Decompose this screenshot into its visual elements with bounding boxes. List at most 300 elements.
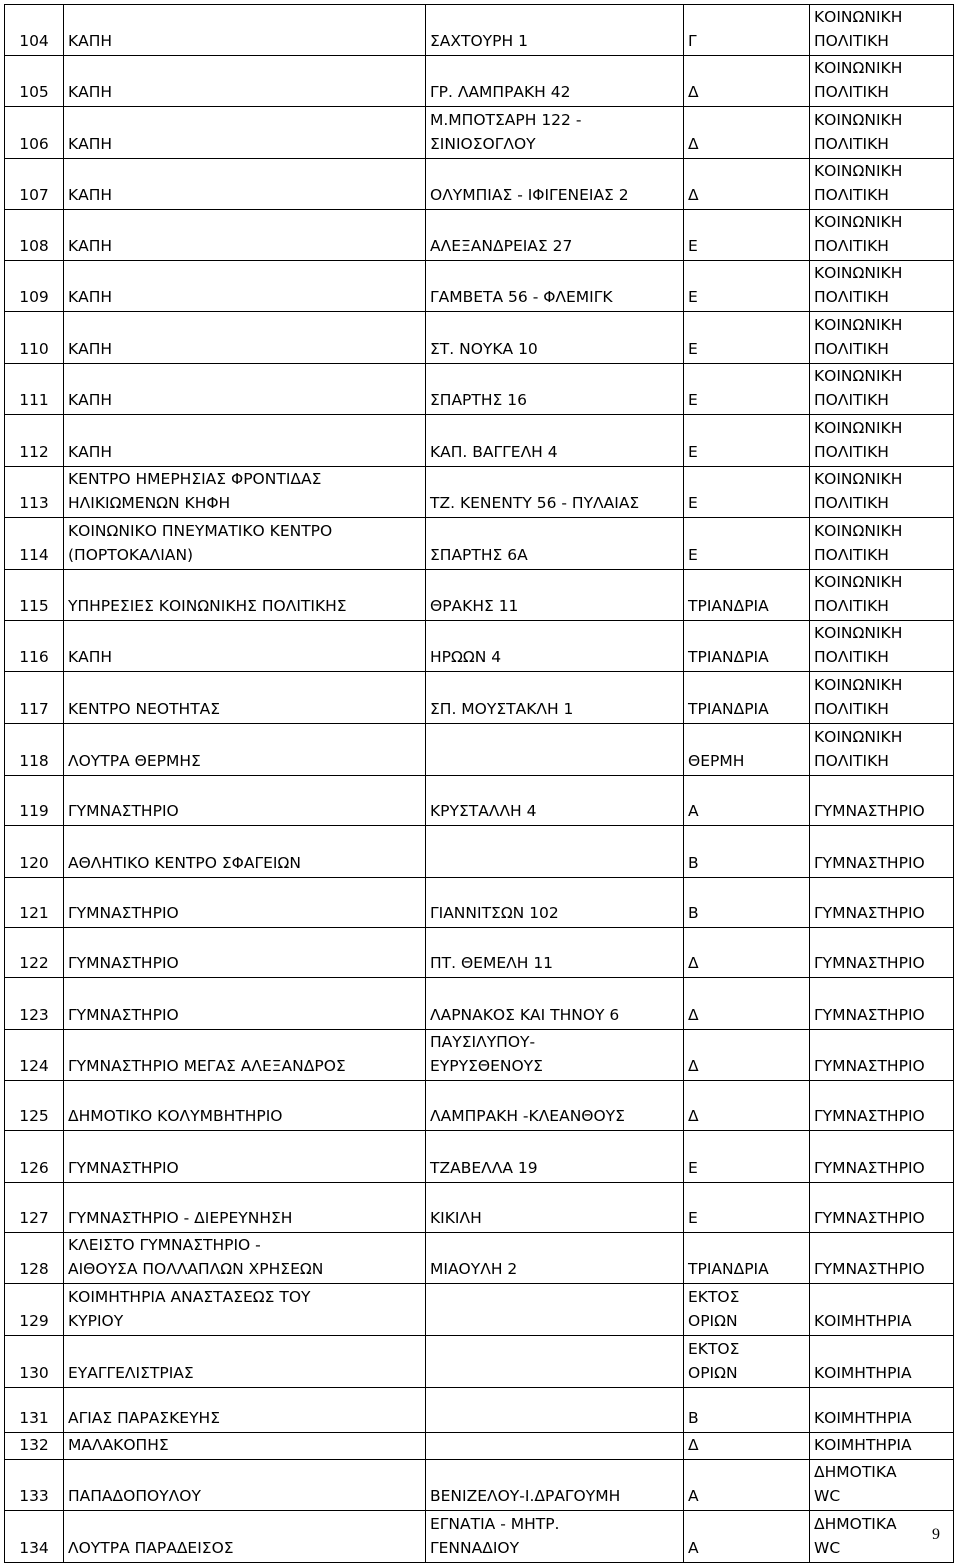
table-row (5, 724, 954, 776)
cell-name-line: ΚΑΠΗ (68, 135, 113, 153)
table-row (5, 672, 954, 724)
cell-category (810, 312, 954, 364)
cell-category-line: ΚΟΙΜΗΤΗΡΙΑ (814, 1409, 912, 1427)
cell-category (810, 1460, 954, 1511)
table-row (5, 1233, 954, 1284)
cell-address-line: ΚΡΥΣΤΑΛΛΗ 4 (430, 802, 537, 820)
cell-name (64, 415, 426, 467)
cell-category-line: ΠΟΛΙΤΙΚΗ (814, 546, 889, 564)
cell-number: 121 (5, 878, 64, 928)
cell-address (426, 312, 684, 364)
cell-name-line: ΚΑΠΗ (68, 443, 113, 461)
cell-category-line: ΔΗΜΟΤΙΚΑ (814, 1463, 897, 1481)
table-row (5, 467, 954, 518)
cell-address (426, 467, 684, 518)
cell-number: 131 (5, 1388, 64, 1433)
cell-name-line: ΚΥΡΙΟΥ (68, 1312, 124, 1330)
cell-number: 105 (5, 56, 64, 107)
cell-name (64, 878, 426, 928)
cell-category-line: ΠΟΛΙΤΙΚΗ (814, 237, 889, 255)
cell-category (810, 261, 954, 312)
cell-category-line: ΠΟΛΙΤΙΚΗ (814, 135, 889, 153)
cell-address-line: ΕΓΝΑΤΙΑ - ΜΗΤΡ. (430, 1515, 560, 1533)
cell-district-line: Δ (688, 1107, 699, 1125)
cell-name-line: ΚΑΠΗ (68, 186, 113, 204)
cell-district (684, 5, 810, 56)
cell-name-line: ΓΥΜΝΑΣΤΗΡΙΟ (68, 904, 179, 922)
cell-number: 120 (5, 826, 64, 878)
cell-category (810, 1183, 954, 1233)
cell-address-line: ΒΕΝΙΖΕΛΟΥ-Ι.ΔΡΑΓΟΥΜΗ (430, 1487, 621, 1505)
cell-category-line: ΠΟΛΙΤΙΚΗ (814, 443, 889, 461)
cell-name-line: ΓΥΜΝΑΣΤΗΡΙΟ (68, 802, 179, 820)
table-row (5, 5, 954, 56)
cell-district-line: Α (688, 802, 699, 820)
cell-name (64, 312, 426, 364)
table-row (5, 928, 954, 978)
cell-number: 125 (5, 1081, 64, 1131)
cell-district (684, 159, 810, 210)
cell-category (810, 621, 954, 672)
cell-name (64, 1460, 426, 1511)
cell-category-line: ΓΥΜΝΑΣΤΗΡΙΟ (814, 904, 925, 922)
cell-category-line: ΓΥΜΝΑΣΤΗΡΙΟ (814, 802, 925, 820)
cell-name (64, 1511, 426, 1563)
cell-category-line: ΠΟΛΙΤΙΚΗ (814, 597, 889, 615)
cell-number: 107 (5, 159, 64, 210)
cell-category-line: ΚΟΙΜΗΤΗΡΙΑ (814, 1364, 912, 1382)
table-row (5, 621, 954, 672)
cell-category-line: ΚΟΙΝΩΝΙΚΗ (814, 573, 903, 591)
table-row (5, 1183, 954, 1233)
cell-name-line: ΚΕΝΤΡΟ ΗΜΕΡΗΣΙΑΣ ΦΡΟΝΤΙΔΑΣ (68, 470, 322, 488)
cell-address (426, 776, 684, 826)
cell-address-line: ΣΑΧΤΟΥΡΗ 1 (430, 32, 528, 50)
cell-number: 127 (5, 1183, 64, 1233)
cell-category-line: ΓΥΜΝΑΣΤΗΡΙΟ (814, 954, 925, 972)
cell-category (810, 1233, 954, 1284)
cell-category-line: ΓΥΜΝΑΣΤΗΡΙΟ (814, 854, 925, 872)
cell-category-line: ΚΟΙΝΩΝΙΚΗ (814, 728, 903, 746)
cell-category-line: ΠΟΛΙΤΙΚΗ (814, 700, 889, 718)
cell-name (64, 364, 426, 415)
cell-name (64, 570, 426, 621)
cell-district-line: Ε (688, 546, 698, 564)
cell-address (426, 1433, 684, 1460)
cell-district-line: Ε (688, 1209, 698, 1227)
cell-name (64, 978, 426, 1030)
cell-name-line: ΓΥΜΝΑΣΤΗΡΙΟ - ΔΙΕΡΕΥΝΗΣΗ (68, 1209, 293, 1227)
page-number: 9 (932, 1526, 940, 1543)
cell-name (64, 1336, 426, 1388)
cell-district-line: Δ (688, 1057, 699, 1075)
cell-number: 119 (5, 776, 64, 826)
cell-name (64, 826, 426, 878)
cell-address (426, 928, 684, 978)
cell-category (810, 1081, 954, 1131)
cell-address-line: ΓΕΝΝΑΔΙΟΥ (430, 1539, 520, 1557)
facilities-table (4, 4, 954, 1563)
cell-address-line: ΣΠΑΡΤΗΣ 16 (430, 391, 527, 409)
cell-name (64, 467, 426, 518)
cell-name (64, 928, 426, 978)
cell-address-line: ΠΤ. ΘΕΜΕΛΗ 11 (430, 954, 554, 972)
cell-district (684, 1336, 810, 1388)
cell-number: 126 (5, 1131, 64, 1183)
cell-category-line: ΠΟΛΙΤΙΚΗ (814, 288, 889, 306)
cell-category-line: ΔΗΜΟΤΙΚΑ (814, 1515, 897, 1533)
table-row (5, 1460, 954, 1511)
cell-name (64, 776, 426, 826)
cell-district (684, 928, 810, 978)
cell-name (64, 1030, 426, 1081)
cell-category (810, 1030, 954, 1081)
cell-district-line: Δ (688, 1006, 699, 1024)
cell-address (426, 56, 684, 107)
cell-address (426, 1030, 684, 1081)
cell-address (426, 978, 684, 1030)
cell-category (810, 1336, 954, 1388)
cell-name-line: ΛΟΥΤΡΑ ΘΕΡΜΗΣ (68, 752, 201, 770)
cell-district-line: Ε (688, 494, 698, 512)
cell-address-line: ΑΛΕΞΑΝΔΡΕΙΑΣ 27 (430, 237, 573, 255)
cell-district (684, 1388, 810, 1433)
cell-address-line: ΛΑΜΠΡΑΚΗ -ΚΛΕΑΝΘΟΥΣ (430, 1107, 625, 1125)
cell-category-line: ΚΟΙΝΩΝΙΚΗ (814, 316, 903, 334)
table-row (5, 415, 954, 467)
cell-district-line: Α (688, 1487, 699, 1505)
table-row (5, 261, 954, 312)
cell-number: 124 (5, 1030, 64, 1081)
cell-number: 130 (5, 1336, 64, 1388)
cell-category-line: ΠΟΛΙΤΙΚΗ (814, 32, 889, 50)
cell-district-line: Δ (688, 954, 699, 972)
cell-address-line: Μ.ΜΠΟΤΣΑΡΗ 122 - (430, 111, 582, 129)
cell-category (810, 107, 954, 159)
cell-name (64, 621, 426, 672)
cell-category-line: ΓΥΜΝΑΣΤΗΡΙΟ (814, 1057, 925, 1075)
cell-name (64, 1131, 426, 1183)
cell-category-line: ΚΟΙΝΩΝΙΚΗ (814, 264, 903, 282)
table-row (5, 1284, 954, 1336)
table-row (5, 878, 954, 928)
cell-category-line: ΠΟΛΙΤΙΚΗ (814, 494, 889, 512)
cell-name (64, 1183, 426, 1233)
cell-address-line: ΗΡΩΩΝ 4 (430, 648, 502, 666)
cell-address-line: ΠΑΥΣΙΛΥΠΟΥ- (430, 1033, 536, 1051)
table-row (5, 776, 954, 826)
cell-name (64, 56, 426, 107)
cell-district-line: ΕΚΤΟΣ (688, 1340, 740, 1358)
cell-name (64, 261, 426, 312)
cell-address-line: ΤΖ. ΚΕΝΕΝΤΥ 56 - ΠΥΛΑΙΑΣ (430, 494, 640, 512)
cell-category (810, 826, 954, 878)
cell-address (426, 261, 684, 312)
cell-category (810, 1284, 954, 1336)
cell-district-line: Ε (688, 237, 698, 255)
cell-address-line: ΕΥΡΥΣΘΕΝΟΥΣ (430, 1057, 543, 1075)
cell-district-line: Β (688, 854, 699, 872)
cell-district (684, 1284, 810, 1336)
cell-district (684, 1233, 810, 1284)
cell-number: 133 (5, 1460, 64, 1511)
cell-district (684, 312, 810, 364)
cell-district (684, 518, 810, 570)
cell-category (810, 518, 954, 570)
cell-name-line: ΚΟΙΜΗΤΗΡΙΑ ΑΝΑΣΤΑΣΕΩΣ ΤΟΥ (68, 1288, 311, 1306)
cell-district-line: Α (688, 1539, 699, 1557)
cell-address-line: ΣΠΑΡΤΗΣ 6Α (430, 546, 528, 564)
cell-address-line: ΓΙΑΝΝΙΤΣΩΝ 102 (430, 904, 559, 922)
cell-district (684, 978, 810, 1030)
cell-address (426, 826, 684, 878)
cell-district (684, 56, 810, 107)
cell-address (426, 1183, 684, 1233)
cell-category-line: ΓΥΜΝΑΣΤΗΡΙΟ (814, 1159, 925, 1177)
cell-district (684, 210, 810, 261)
cell-category-line: ΚΟΙΝΩΝΙΚΗ (814, 162, 903, 180)
cell-district (684, 1081, 810, 1131)
cell-category-line: ΚΟΙΜΗΤΗΡΙΑ (814, 1312, 912, 1330)
cell-category-line: WC (814, 1539, 841, 1557)
cell-category (810, 5, 954, 56)
cell-number: 128 (5, 1233, 64, 1284)
cell-district (684, 570, 810, 621)
cell-district-line: Ε (688, 443, 698, 461)
cell-name-line: ΚΑΠΗ (68, 288, 113, 306)
cell-district (684, 415, 810, 467)
cell-district-line: ΤΡΙΑΝΔΡΙΑ (688, 1260, 769, 1278)
cell-category (810, 724, 954, 776)
cell-district (684, 724, 810, 776)
cell-district-line: Ε (688, 340, 698, 358)
cell-address-line: ΟΛΥΜΠΙΑΣ - ΙΦΙΓΕΝΕΙΑΣ 2 (430, 186, 629, 204)
cell-number: 108 (5, 210, 64, 261)
cell-district (684, 364, 810, 415)
cell-address-line: ΓΡ. ΛΑΜΠΡΑΚΗ 42 (430, 83, 571, 101)
cell-district (684, 776, 810, 826)
cell-name-line: ΜΑΛΑΚΟΠΗΣ (68, 1436, 169, 1454)
cell-district-line: Ε (688, 288, 698, 306)
cell-district (684, 1183, 810, 1233)
cell-district-line: Δ (688, 1436, 699, 1454)
table-row (5, 312, 954, 364)
cell-name-line: ΑΓΙΑΣ ΠΑΡΑΣΚΕΥΗΣ (68, 1409, 221, 1427)
cell-category-line: ΚΟΙΝΩΝΙΚΗ (814, 624, 903, 642)
cell-district (684, 261, 810, 312)
cell-number: 114 (5, 518, 64, 570)
cell-name-line: ΚΛΕΙΣΤΟ ΓΥΜΝΑΣΤΗΡΙΟ - (68, 1236, 261, 1254)
cell-category-line: ΓΥΜΝΑΣΤΗΡΙΟ (814, 1107, 925, 1125)
cell-district-line: ΤΡΙΑΝΔΡΙΑ (688, 700, 769, 718)
cell-district-line: Β (688, 904, 699, 922)
table-row (5, 978, 954, 1030)
cell-name-line: ΓΥΜΝΑΣΤΗΡΙΟ (68, 1006, 179, 1024)
cell-district-line: Ε (688, 1159, 698, 1177)
cell-address-line: ΣΤ. ΝΟΥΚΑ 10 (430, 340, 538, 358)
cell-district (684, 878, 810, 928)
cell-district-line: ΤΡΙΑΝΔΡΙΑ (688, 597, 769, 615)
cell-name (64, 1081, 426, 1131)
cell-district (684, 467, 810, 518)
cell-district (684, 672, 810, 724)
table-row (5, 826, 954, 878)
cell-address-line: ΛΑΡΝΑΚΟΣ ΚΑΙ ΤΗΝΟΥ 6 (430, 1006, 620, 1024)
cell-address-line: ΚΙΚΙΛΗ (430, 1209, 482, 1227)
cell-name-line: ΠΑΠΑΔΟΠΟΥΛΟΥ (68, 1487, 201, 1505)
cell-category-line: ΚΟΙΝΩΝΙΚΗ (814, 111, 903, 129)
cell-number: 112 (5, 415, 64, 467)
cell-category (810, 56, 954, 107)
cell-name-line: ΑΘΛΗΤΙΚΟ ΚΕΝΤΡΟ ΣΦΑΓΕΙΩΝ (68, 854, 301, 872)
cell-district-line: Δ (688, 83, 699, 101)
table-row (5, 159, 954, 210)
cell-category-line: ΠΟΛΙΤΙΚΗ (814, 648, 889, 666)
cell-category-line: ΓΥΜΝΑΣΤΗΡΙΟ (814, 1209, 925, 1227)
cell-name (64, 210, 426, 261)
cell-name-line: ΚΑΠΗ (68, 237, 113, 255)
cell-name (64, 1388, 426, 1433)
cell-name-line: ΥΠΗΡΕΣΙΕΣ ΚΟΙΝΩΝΙΚΗΣ ΠΟΛΙΤΙΚΗΣ (68, 597, 347, 615)
table-body (5, 5, 954, 1563)
cell-number: 116 (5, 621, 64, 672)
cell-district (684, 1131, 810, 1183)
cell-name-line: ΑΙΘΟΥΣΑ ΠΟΛΛΑΠΛΩΝ ΧΡΗΣΕΩΝ (68, 1260, 324, 1278)
cell-address (426, 5, 684, 56)
cell-district-line: Γ (688, 32, 697, 50)
cell-number: 117 (5, 672, 64, 724)
cell-number: 104 (5, 5, 64, 56)
cell-district-line: ΟΡΙΩΝ (688, 1364, 738, 1382)
cell-address-line: ΣΠ. ΜΟΥΣΤΑΚΛΗ 1 (430, 700, 574, 718)
cell-name (64, 672, 426, 724)
cell-address (426, 210, 684, 261)
cell-address (426, 107, 684, 159)
table-row (5, 1131, 954, 1183)
cell-district-line: Δ (688, 186, 699, 204)
table-row (5, 570, 954, 621)
table-row (5, 1081, 954, 1131)
cell-name (64, 159, 426, 210)
table-row (5, 1388, 954, 1433)
table-row (5, 364, 954, 415)
cell-name-line: (ΠΟΡΤΟΚΑΛΙΑΝ) (68, 546, 194, 564)
cell-category (810, 1433, 954, 1460)
cell-category-line: ΠΟΛΙΤΙΚΗ (814, 340, 889, 358)
cell-category-line: ΚΟΙΝΩΝΙΚΗ (814, 59, 903, 77)
cell-district (684, 621, 810, 672)
cell-category-line: ΠΟΛΙΤΙΚΗ (814, 186, 889, 204)
cell-category-line: ΚΟΙΝΩΝΙΚΗ (814, 213, 903, 231)
cell-category (810, 415, 954, 467)
cell-address (426, 1233, 684, 1284)
cell-name-line: ΚΑΠΗ (68, 340, 113, 358)
cell-address-line: ΓΑΜΒΕΤΑ 56 - ΦΛΕΜΙΓΚ (430, 288, 613, 306)
cell-name-line: ΚΑΠΗ (68, 391, 113, 409)
cell-district (684, 1433, 810, 1460)
cell-category (810, 776, 954, 826)
cell-name (64, 1233, 426, 1284)
cell-district-line: ΤΡΙΑΝΔΡΙΑ (688, 648, 769, 666)
cell-category-line: ΚΟΙΝΩΝΙΚΗ (814, 419, 903, 437)
cell-category (810, 364, 954, 415)
cell-address (426, 415, 684, 467)
cell-name (64, 5, 426, 56)
cell-category-line: ΚΟΙΜΗΤΗΡΙΑ (814, 1436, 912, 1454)
cell-name-line: ΚΑΠΗ (68, 32, 113, 50)
cell-address (426, 1511, 684, 1563)
cell-category (810, 210, 954, 261)
cell-address (426, 570, 684, 621)
cell-category (810, 978, 954, 1030)
cell-number: 111 (5, 364, 64, 415)
cell-category (810, 878, 954, 928)
cell-district-line: ΘΕΡΜΗ (688, 752, 745, 770)
cell-category-line: ΚΟΙΝΩΝΙΚΗ (814, 676, 903, 694)
cell-category-line: ΚΟΙΝΩΝΙΚΗ (814, 470, 903, 488)
cell-category (810, 928, 954, 978)
table-row (5, 1433, 954, 1460)
cell-category (810, 1131, 954, 1183)
cell-name (64, 518, 426, 570)
cell-category (810, 1388, 954, 1433)
cell-category-line: ΓΥΜΝΑΣΤΗΡΙΟ (814, 1006, 925, 1024)
cell-name-line: ΓΥΜΝΑΣΤΗΡΙΟ (68, 954, 179, 972)
cell-district-line: Δ (688, 135, 699, 153)
cell-address (426, 1131, 684, 1183)
cell-number: 110 (5, 312, 64, 364)
table-row (5, 1030, 954, 1081)
cell-category-line: ΚΟΙΝΩΝΙΚΗ (814, 522, 903, 540)
cell-address (426, 364, 684, 415)
cell-category-line: WC (814, 1487, 841, 1505)
cell-name-line: ΓΥΜΝΑΣΤΗΡΙΟ ΜΕΓΑΣ ΑΛΕΞΑΝΔΡΟΣ (68, 1057, 346, 1075)
cell-address (426, 159, 684, 210)
cell-address-line: ΚΑΠ. ΒΑΓΓΕΛΗ 4 (430, 443, 558, 461)
cell-number: 122 (5, 928, 64, 978)
cell-name (64, 1433, 426, 1460)
cell-district-line: ΕΚΤΟΣ (688, 1288, 740, 1306)
cell-number: 106 (5, 107, 64, 159)
table-row (5, 1336, 954, 1388)
cell-category-line: ΚΟΙΝΩΝΙΚΗ (814, 8, 903, 26)
cell-number: 109 (5, 261, 64, 312)
cell-name-line: ΚΕΝΤΡΟ ΝΕΟΤΗΤΑΣ (68, 700, 221, 718)
table-row (5, 518, 954, 570)
table-row (5, 107, 954, 159)
cell-address-line: ΜΙΑΟΥΛΗ 2 (430, 1260, 518, 1278)
cell-name-line: ΚΟΙΝΩΝΙΚΟ ΠΝΕΥΜΑΤΙΚΟ ΚΕΝΤΡΟ (68, 522, 333, 540)
cell-name-line: ΕΥΑΓΓΕΛΙΣΤΡΙΑΣ (68, 1364, 194, 1382)
cell-number: 115 (5, 570, 64, 621)
cell-category-line: ΚΟΙΝΩΝΙΚΗ (814, 367, 903, 385)
cell-address-line: ΘΡΑΚΗΣ 11 (430, 597, 519, 615)
cell-category-line: ΓΥΜΝΑΣΤΗΡΙΟ (814, 1260, 925, 1278)
cell-district-line: Β (688, 1409, 699, 1427)
cell-name (64, 1284, 426, 1336)
cell-category (810, 570, 954, 621)
cell-district (684, 826, 810, 878)
cell-number: 132 (5, 1433, 64, 1460)
cell-category (810, 159, 954, 210)
table-row (5, 210, 954, 261)
cell-address (426, 1460, 684, 1511)
cell-name-line: ΛΟΥΤΡΑ ΠΑΡΑΔΕΙΣΟΣ (68, 1539, 234, 1557)
cell-number: 129 (5, 1284, 64, 1336)
table-row (5, 56, 954, 107)
cell-category-line: ΠΟΛΙΤΙΚΗ (814, 83, 889, 101)
cell-category-line: ΠΟΛΙΤΙΚΗ (814, 752, 889, 770)
